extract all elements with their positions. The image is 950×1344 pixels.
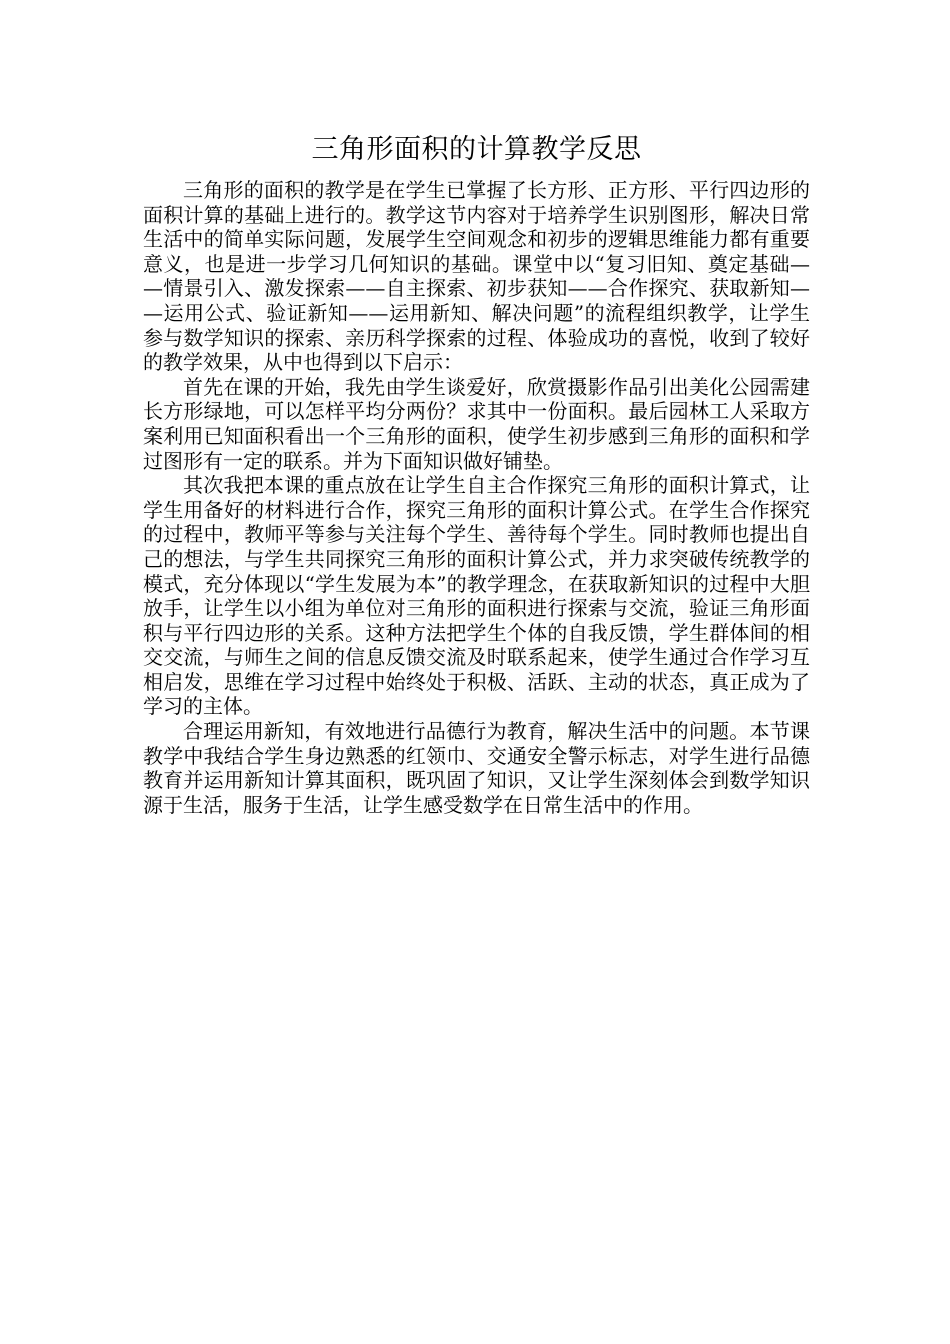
document-title: 三角形面积的计算教学反思 — [311, 134, 642, 165]
paragraph-lesson-opening: 首先在课的开始，我先由学生谈爱好，欣赏摄影作品引出美化公园需建长方形绿地，可以怎样平均分两份？求其中一份面积。最后园林工人采取方案利用已知面积看出一个三角形的面积，使学生初步感到三角形的面积和学过图形有一定的联系。并为下面知识做好铺垫。 — [143, 374, 810, 473]
paragraph-intro: 三角形的面积的教学是在学生已掌握了长方形、正方形、平行四边形的面积计算的基础上进行的。教学这节内容对于培养学生识别图形，解决日常生活中的简单实际问题，发展学生空间观念和初步的逻辑思维能力都有重要意义，也是进一步学习几何知识的基础。课堂中以“复习旧知、奠定基础——情景引入、激发探索——自主探索、初步获知——合作探究、获取新知——运用公式、验证新知——运用新知、解决问题”的流程组织教学，让学生参与数学知识的探索、亲历科学探索的过程、体验成功的喜悦，收到了较好的教学效果，从中也得到以下启示： — [143, 178, 810, 375]
document-body — [143, 128, 810, 817]
paragraph-cooperative-inquiry: 其次我把本课的重点放在让学生自主合作探究三角形的面积计算式，让学生用备好的材料进行合作，探究三角形的面积计算公式。在学生合作探究的过程中，教师平等参与关注每个学生、善待每个学生。同时教师也提出自己的想法，与学生共同探究三角形的面积计算公式，并力求突破传统教学的模式，充分体现以“学生发展为本”的教学理念，在获取新知识的过程中大胆放手，让学生以小组为单位对三角形的面积进行探索与交流，验证三角形面积与平行四边形的关系。这种方法把学生个体的自我反馈，学生群体间的相交交流，与师生之间的信息反馈交流及时联系起来，使学生通过合作学习互相启发，思维在学习过程中始终处于积极、活跃、主动的状态，真正成为了学习的主体。 — [143, 473, 810, 719]
paragraph-applying-knowledge: 合理运用新知，有效地进行品德行为教育，解决生活中的问题。本节课教学中我结合学生身边熟悉的红领巾、交通安全警示标志，对学生进行品德教育并运用新知计算其面积，既巩固了知识，又让学生深刻体会到数学知识源于生活，服务于生活，让学生感受数学在日常生活中的作用。 — [143, 719, 810, 817]
